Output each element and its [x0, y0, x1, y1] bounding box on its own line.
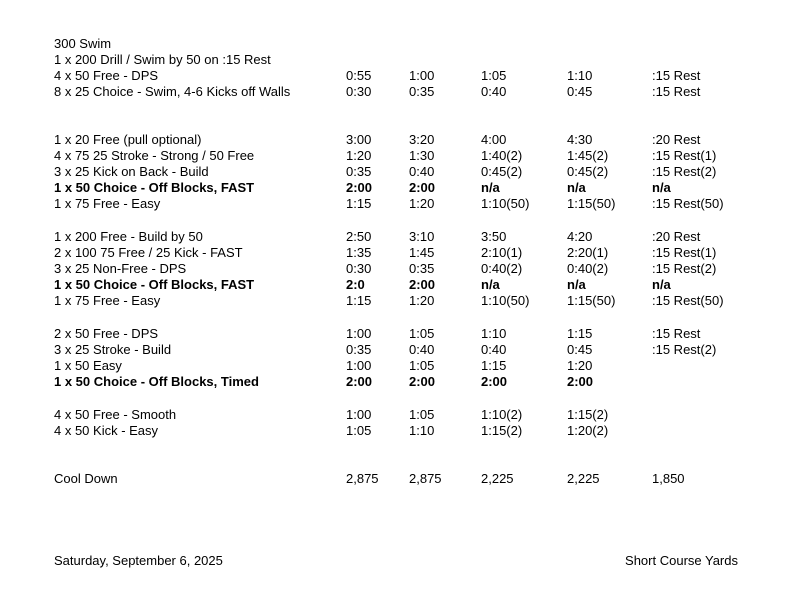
interval-group-4: 0:45(2) [567, 164, 609, 179]
interval-group-4: 1:15(50) [567, 196, 616, 211]
set-description: 3 x 25 Kick on Back - Build [54, 164, 209, 179]
workout-row [0, 326, 792, 342]
interval-group-2: 1:45 [409, 245, 435, 260]
workout-row [0, 84, 792, 100]
interval-group-4: 1:45(2) [567, 148, 609, 163]
interval-group-4: 4:30 [567, 132, 593, 147]
total-yards-group-4: 2,225 [567, 471, 600, 486]
interval-group-5: :15 Rest(1) [652, 245, 717, 260]
interval-group-5: :15 Rest [652, 326, 701, 341]
total-yards-group-1: 2,875 [346, 471, 379, 486]
workout-row [0, 293, 792, 309]
interval-group-4: 0:45 [567, 84, 593, 99]
interval-group-2: 1:05 [409, 407, 435, 422]
workout-row-featured [0, 277, 792, 293]
set-description: 3 x 25 Stroke - Build [54, 342, 172, 357]
interval-group-4: 1:15(2) [567, 407, 609, 422]
interval-group-3: 0:40(2) [481, 261, 523, 276]
workout-row-featured [0, 374, 792, 390]
interval-group-1: 3:00 [346, 132, 372, 147]
interval-group-1: 1:00 [346, 407, 372, 422]
workout-row [0, 68, 792, 84]
workout-row [0, 261, 792, 277]
interval-group-2: 1:20 [409, 293, 435, 308]
interval-group-1: 2:00 [346, 374, 373, 389]
interval-group-1: 1:20 [346, 148, 372, 163]
interval-group-5: :15 Rest(2) [652, 261, 717, 276]
total-yards-group-2: 2,875 [409, 471, 442, 486]
interval-group-3: 3:50 [481, 229, 507, 244]
workout-row [0, 229, 792, 245]
interval-group-5: :15 Rest(2) [652, 342, 717, 357]
course-type: Short Course Yards [625, 553, 738, 568]
interval-group-5: :15 Rest(1) [652, 148, 717, 163]
total-yards-group-5: 1,850 [652, 471, 685, 486]
set-description: 1 x 75 Free - Easy [54, 293, 161, 308]
total-yards-group-3: 2,225 [481, 471, 514, 486]
interval-group-3: 4:00 [481, 132, 507, 147]
workout-row [0, 196, 792, 212]
interval-group-3: 0:45(2) [481, 164, 523, 179]
set-description: 4 x 50 Free - Smooth [54, 407, 177, 422]
set-description: 1 x 75 Free - Easy [54, 196, 161, 211]
workout-row [0, 52, 792, 68]
interval-group-3: 1:15(2) [481, 423, 523, 438]
interval-group-4: n/a [567, 277, 586, 292]
set-description: 2 x 100 75 Free / 25 Kick - FAST [54, 245, 243, 260]
interval-group-1: 0:35 [346, 164, 372, 179]
set-description: 1 x 50 Choice - Off Blocks, FAST [54, 180, 255, 195]
interval-group-3: 1:40(2) [481, 148, 523, 163]
workout-row-featured [0, 180, 792, 196]
interval-group-2: 0:35 [409, 261, 435, 276]
interval-group-5: :15 Rest(50) [652, 293, 724, 308]
interval-group-2: 1:20 [409, 196, 435, 211]
interval-group-2: 3:10 [409, 229, 435, 244]
interval-group-1: 0:30 [346, 261, 372, 276]
interval-group-1: 1:15 [346, 293, 372, 308]
interval-group-4: 4:20 [567, 229, 593, 244]
set-description: 300 Swim [54, 36, 112, 51]
workout-row [0, 36, 792, 52]
set-description: Cool Down [54, 471, 118, 486]
interval-group-1: 1:00 [346, 326, 372, 341]
interval-group-4: n/a [567, 180, 586, 195]
interval-group-2: 1:00 [409, 68, 435, 83]
set-description: 4 x 50 Kick - Easy [54, 423, 159, 438]
interval-group-2: 3:20 [409, 132, 435, 147]
set-description: 1 x 200 Drill / Swim by 50 on :15 Rest [54, 52, 271, 67]
interval-group-1: 1:15 [346, 196, 372, 211]
interval-group-2: 2:00 [409, 374, 436, 389]
interval-group-1: 0:35 [346, 342, 372, 357]
interval-group-4: 0:45 [567, 342, 593, 357]
interval-group-5: :15 Rest(2) [652, 164, 717, 179]
interval-group-4: 2:00 [567, 374, 594, 389]
interval-group-3: 1:10(50) [481, 196, 530, 211]
interval-group-5: :15 Rest [652, 68, 701, 83]
interval-group-2: 0:40 [409, 342, 435, 357]
interval-group-4: 1:15 [567, 326, 593, 341]
interval-group-4: 1:20(2) [567, 423, 609, 438]
set-description: 2 x 50 Free - DPS [54, 326, 159, 341]
cool-down-row [0, 471, 792, 487]
workout-row [0, 245, 792, 261]
workout-row [0, 423, 792, 439]
workout-row [0, 342, 792, 358]
interval-group-3: 1:10 [481, 326, 507, 341]
set-description: 1 x 50 Choice - Off Blocks, Timed [54, 374, 259, 389]
interval-group-3: n/a [481, 180, 500, 195]
set-description: 4 x 75 25 Stroke - Strong / 50 Free [54, 148, 255, 163]
interval-group-5: :15 Rest [652, 84, 701, 99]
set-description: 1 x 20 Free (pull optional) [54, 132, 202, 147]
workout-date: Saturday, September 6, 2025 [54, 553, 223, 568]
interval-group-4: 0:40(2) [567, 261, 609, 276]
interval-group-1: 2:50 [346, 229, 372, 244]
interval-group-5: :15 Rest(50) [652, 196, 724, 211]
interval-group-2: 1:10 [409, 423, 435, 438]
interval-group-4: 1:15(50) [567, 293, 616, 308]
interval-group-1: 2:00 [346, 180, 373, 195]
interval-group-2: 1:05 [409, 358, 435, 373]
interval-group-1: 1:00 [346, 358, 372, 373]
workout-row [0, 358, 792, 374]
interval-group-1: 1:05 [346, 423, 372, 438]
interval-group-4: 1:10 [567, 68, 593, 83]
set-description: 8 x 25 Choice - Swim, 4-6 Kicks off Walls [54, 84, 291, 99]
interval-group-1: 0:30 [346, 84, 372, 99]
workout-row [0, 407, 792, 423]
interval-group-5: :20 Rest [652, 229, 701, 244]
set-description: 1 x 50 Easy [54, 358, 122, 373]
interval-group-2: 2:00 [409, 180, 436, 195]
set-description: 3 x 25 Non-Free - DPS [54, 261, 187, 276]
interval-group-2: 1:05 [409, 326, 435, 341]
interval-group-3: 1:15 [481, 358, 507, 373]
interval-group-2: 0:35 [409, 84, 435, 99]
interval-group-3: 0:40 [481, 342, 507, 357]
set-description: 1 x 50 Choice - Off Blocks, FAST [54, 277, 255, 292]
interval-group-1: 1:35 [346, 245, 372, 260]
interval-group-1: 0:55 [346, 68, 372, 83]
interval-group-3: n/a [481, 277, 500, 292]
interval-group-2: 1:30 [409, 148, 435, 163]
interval-group-4: 1:20 [567, 358, 593, 373]
interval-group-3: 1:05 [481, 68, 507, 83]
interval-group-3: 2:10(1) [481, 245, 523, 260]
set-description: 1 x 200 Free - Build by 50 [54, 229, 203, 244]
interval-group-2: 2:00 [409, 277, 436, 292]
interval-group-3: 1:10(50) [481, 293, 530, 308]
workout-row [0, 148, 792, 164]
interval-group-5: n/a [652, 180, 671, 195]
set-description: 4 x 50 Free - DPS [54, 68, 159, 83]
interval-group-5: n/a [652, 277, 671, 292]
interval-group-3: 2:00 [481, 374, 508, 389]
interval-group-2: 0:40 [409, 164, 435, 179]
workout-row [0, 164, 792, 180]
workout-row [0, 132, 792, 148]
interval-group-3: 0:40 [481, 84, 507, 99]
interval-group-3: 1:10(2) [481, 407, 523, 422]
interval-group-1: 2:0 [346, 277, 365, 292]
interval-group-4: 2:20(1) [567, 245, 609, 260]
interval-group-5: :20 Rest [652, 132, 701, 147]
